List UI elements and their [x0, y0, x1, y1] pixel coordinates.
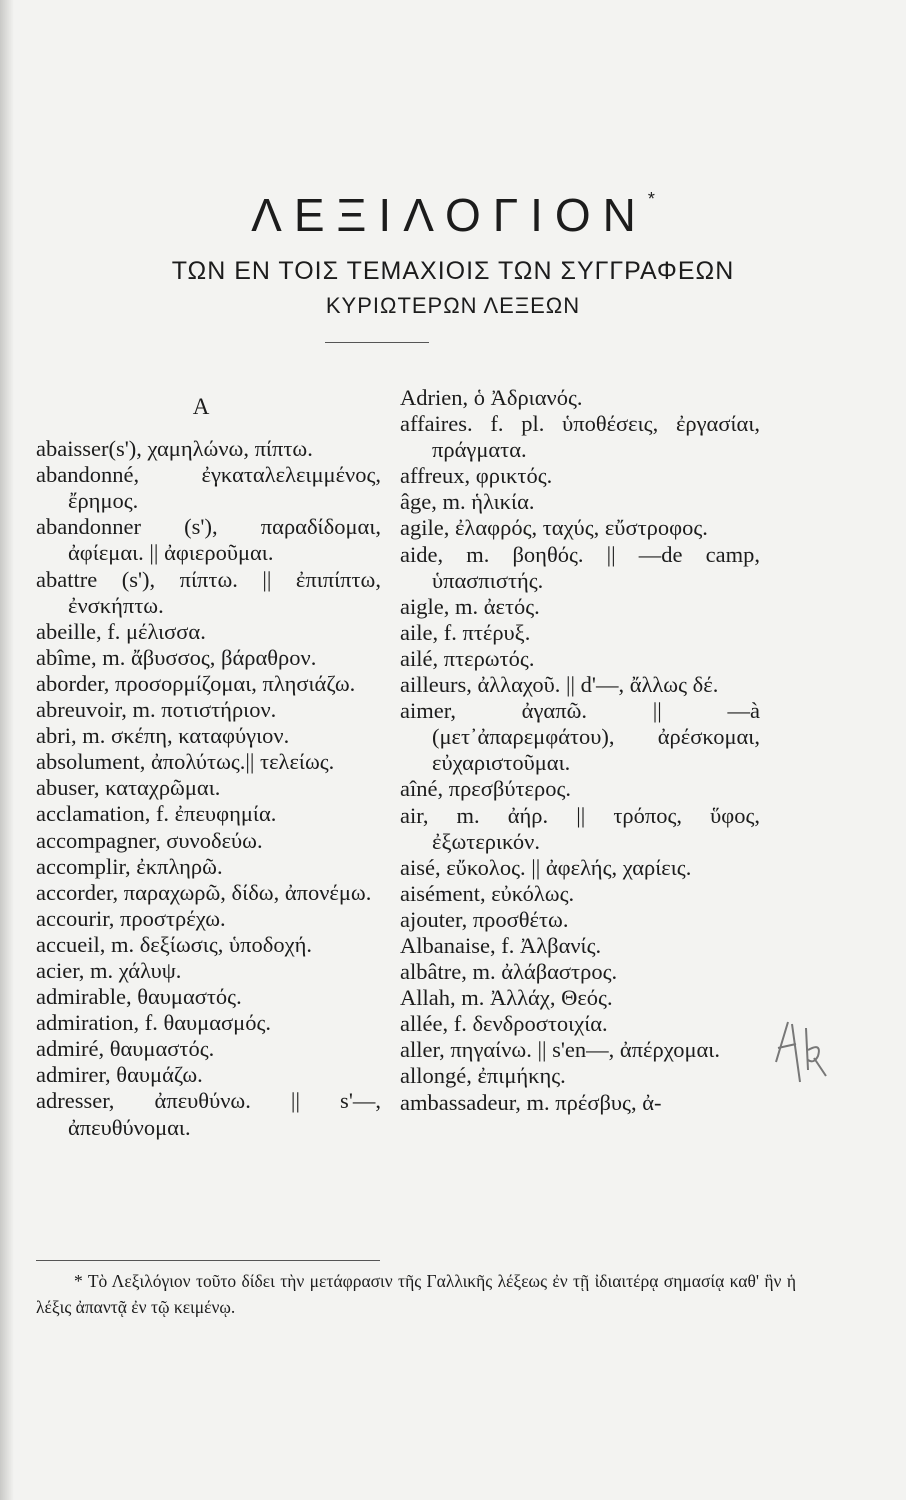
dictionary-entry: abeille, f. μέλισσα. [36, 618, 206, 644]
dictionary-entry: admirable, θαυμαστός. [36, 984, 242, 1010]
dictionary-entry: aisé, εὔκολος. || ἀφελής, χαρίεις. [400, 854, 692, 880]
dictionary-entry: allongé, ἐπιμήκης. [400, 1063, 566, 1089]
title-text: ΛΕΞΙΛΟΓΙΟΝ [251, 189, 648, 241]
dictionary-entry: accueil, m. δεξίωσις, ὑποδοχή. [36, 931, 312, 957]
dictionary-entry: albâtre, m. ἀλάβαστρος. [400, 959, 618, 985]
dictionary-entry: accorder, παραχωρῶ, δίδω, ἀπονέμω. [36, 879, 372, 905]
dictionary-entry: Albanaise, f. Ἀλβανίς. [400, 932, 602, 958]
footnote: * Τὸ Λεξιλόγιον τοῦτο δίδει τὴν μετάφρασιν τῆς Γαλλικῆς λέξεως ἐν τῇ ἰδιαιτέρᾳ σημασίᾳ καθ' ἣν ἡ λέξις ἀπαντᾷ ἐν τῷ κειμένῳ. [36, 1271, 796, 1317]
section-letter: A [192, 394, 210, 419]
dictionary-entry: air, m. ἀήρ. || τρόπος, ὕφος, ἐξωτερικόν. [400, 802, 760, 854]
page-title [0, 188, 906, 242]
handwritten-mark [748, 1010, 838, 1090]
dictionary-entry: aîné, πρεσβύτερος. [400, 776, 571, 802]
dictionary-entry: accompagner, συνοδεύω. [36, 827, 263, 853]
dictionary-entry: affreux, φρικτός. [400, 463, 553, 489]
dictionary-entry: aide, m. βοηθός. || —de camp, ὑπασπιστής. [400, 541, 760, 593]
dictionary-entry: âge, m. ἡλικία. [400, 489, 535, 515]
dictionary-entry: abandonner (s'), παραδίδομαι, ἀφίεμαι. || ἀφιεροῦμαι. [36, 514, 381, 566]
dictionary-entry: aile, f. πτέρυξ. [400, 619, 531, 645]
dictionary-entry: adresser, ἀπευθύνω. || s'—, ἀπευθύνομαι. [36, 1088, 381, 1140]
title-divider [325, 342, 429, 343]
dictionary-entry: absolument, ἀπολύτως.|| τελείως. [36, 749, 335, 775]
dictionary-entry: abaisser(s'), χαμηλώνω, πίπτω. [36, 436, 313, 462]
dictionary-entry: aigle, m. ἀετός. [400, 593, 540, 619]
dictionary-entry: aborder, προσορμίζομαι, πλησιάζω. [36, 670, 356, 696]
dictionary-entry: abandonné, ἐγκαταλελειμμένος, ἔρημος. [36, 462, 381, 514]
dictionary-entry: acclamation, f. ἐπευφημία. [36, 801, 277, 827]
dictionary-entry: aller, πηγαίνω. || s'en—, ἀπέρχομαι. [400, 1037, 720, 1063]
dictionary-entry: abattre (s'), πίπτω. || ἐπιπίπτω, ἐνσκήπτω. [36, 566, 381, 618]
dictionary-entry: abri, m. σκέπη, καταφύγιον. [36, 723, 290, 749]
dictionary-entry: admiré, θαυμαστός. [36, 1036, 215, 1062]
dictionary-entry: admiration, f. θαυμασμός. [36, 1010, 271, 1036]
dictionary-entry: aisément, εὐκόλως. [400, 880, 575, 906]
footnote-divider [36, 1260, 380, 1261]
page-subtitle-2: ΚΥΡΙΩΤΕΡΩΝ ΛΕΞΕΩΝ [325, 293, 581, 318]
dictionary-entry: admirer, θαυμάζω. [36, 1062, 203, 1088]
dictionary-entry: ambassadeur, m. πρέσβυς, ἀ- [400, 1089, 662, 1115]
dictionary-entry: ailé, πτερωτός. [400, 645, 535, 671]
dictionary-entry: Adrien, ὁ Ἀδριανός. [400, 385, 583, 410]
footnote-marker: * [647, 189, 655, 209]
dictionary-entry: abîme, m. ἄβυσσος, βάραθρον. [36, 644, 317, 670]
dictionary-entry: allée, f. δενδροστοιχία. [400, 1011, 608, 1037]
dictionary-entry: affaires. f. pl. ὑποθέσεις, ἐργασίαι, πράγματα. [400, 411, 760, 463]
dictionary-entry: aimer, ἀγαπῶ. || —à (μετ᾽ἀπαρεμφάτου), ἀρέσκομαι, εὐχαριστοῦμαι. [400, 698, 760, 776]
dictionary-entry: abreuvoir, m. ποτιστήριον. [36, 697, 277, 723]
dictionary-entry: abuser, καταχρῶμαι. [36, 775, 221, 801]
dictionary-entry: Allah, m. Ἀλλάχ, Θεός. [400, 985, 613, 1011]
left-column [36, 385, 381, 1141]
dictionary-entry: ailleurs, ἀλλαχοῦ. || d'—, ἄλλως δέ. [400, 672, 719, 698]
dictionary-entry: ajouter, προσθέτω. [400, 906, 569, 932]
dictionary-entry: agile, ἐλαφρός, ταχύς, εὔστροφος. [400, 515, 708, 541]
right-column [400, 385, 760, 1116]
page-subtitle: ΤΩΝ ΕΝ ΤΟΙΣ ΤΕΜΑΧΙΟΙΣ ΤΩΝ ΣΥΓΓΡΑΦΕΩΝ [171, 257, 735, 285]
dictionary-entry: accourir, προστρέχω. [36, 905, 226, 931]
dictionary-entry: accomplir, ἐκπληρῶ. [36, 853, 223, 879]
dictionary-entry: acier, m. χάλυψ. [36, 957, 182, 983]
